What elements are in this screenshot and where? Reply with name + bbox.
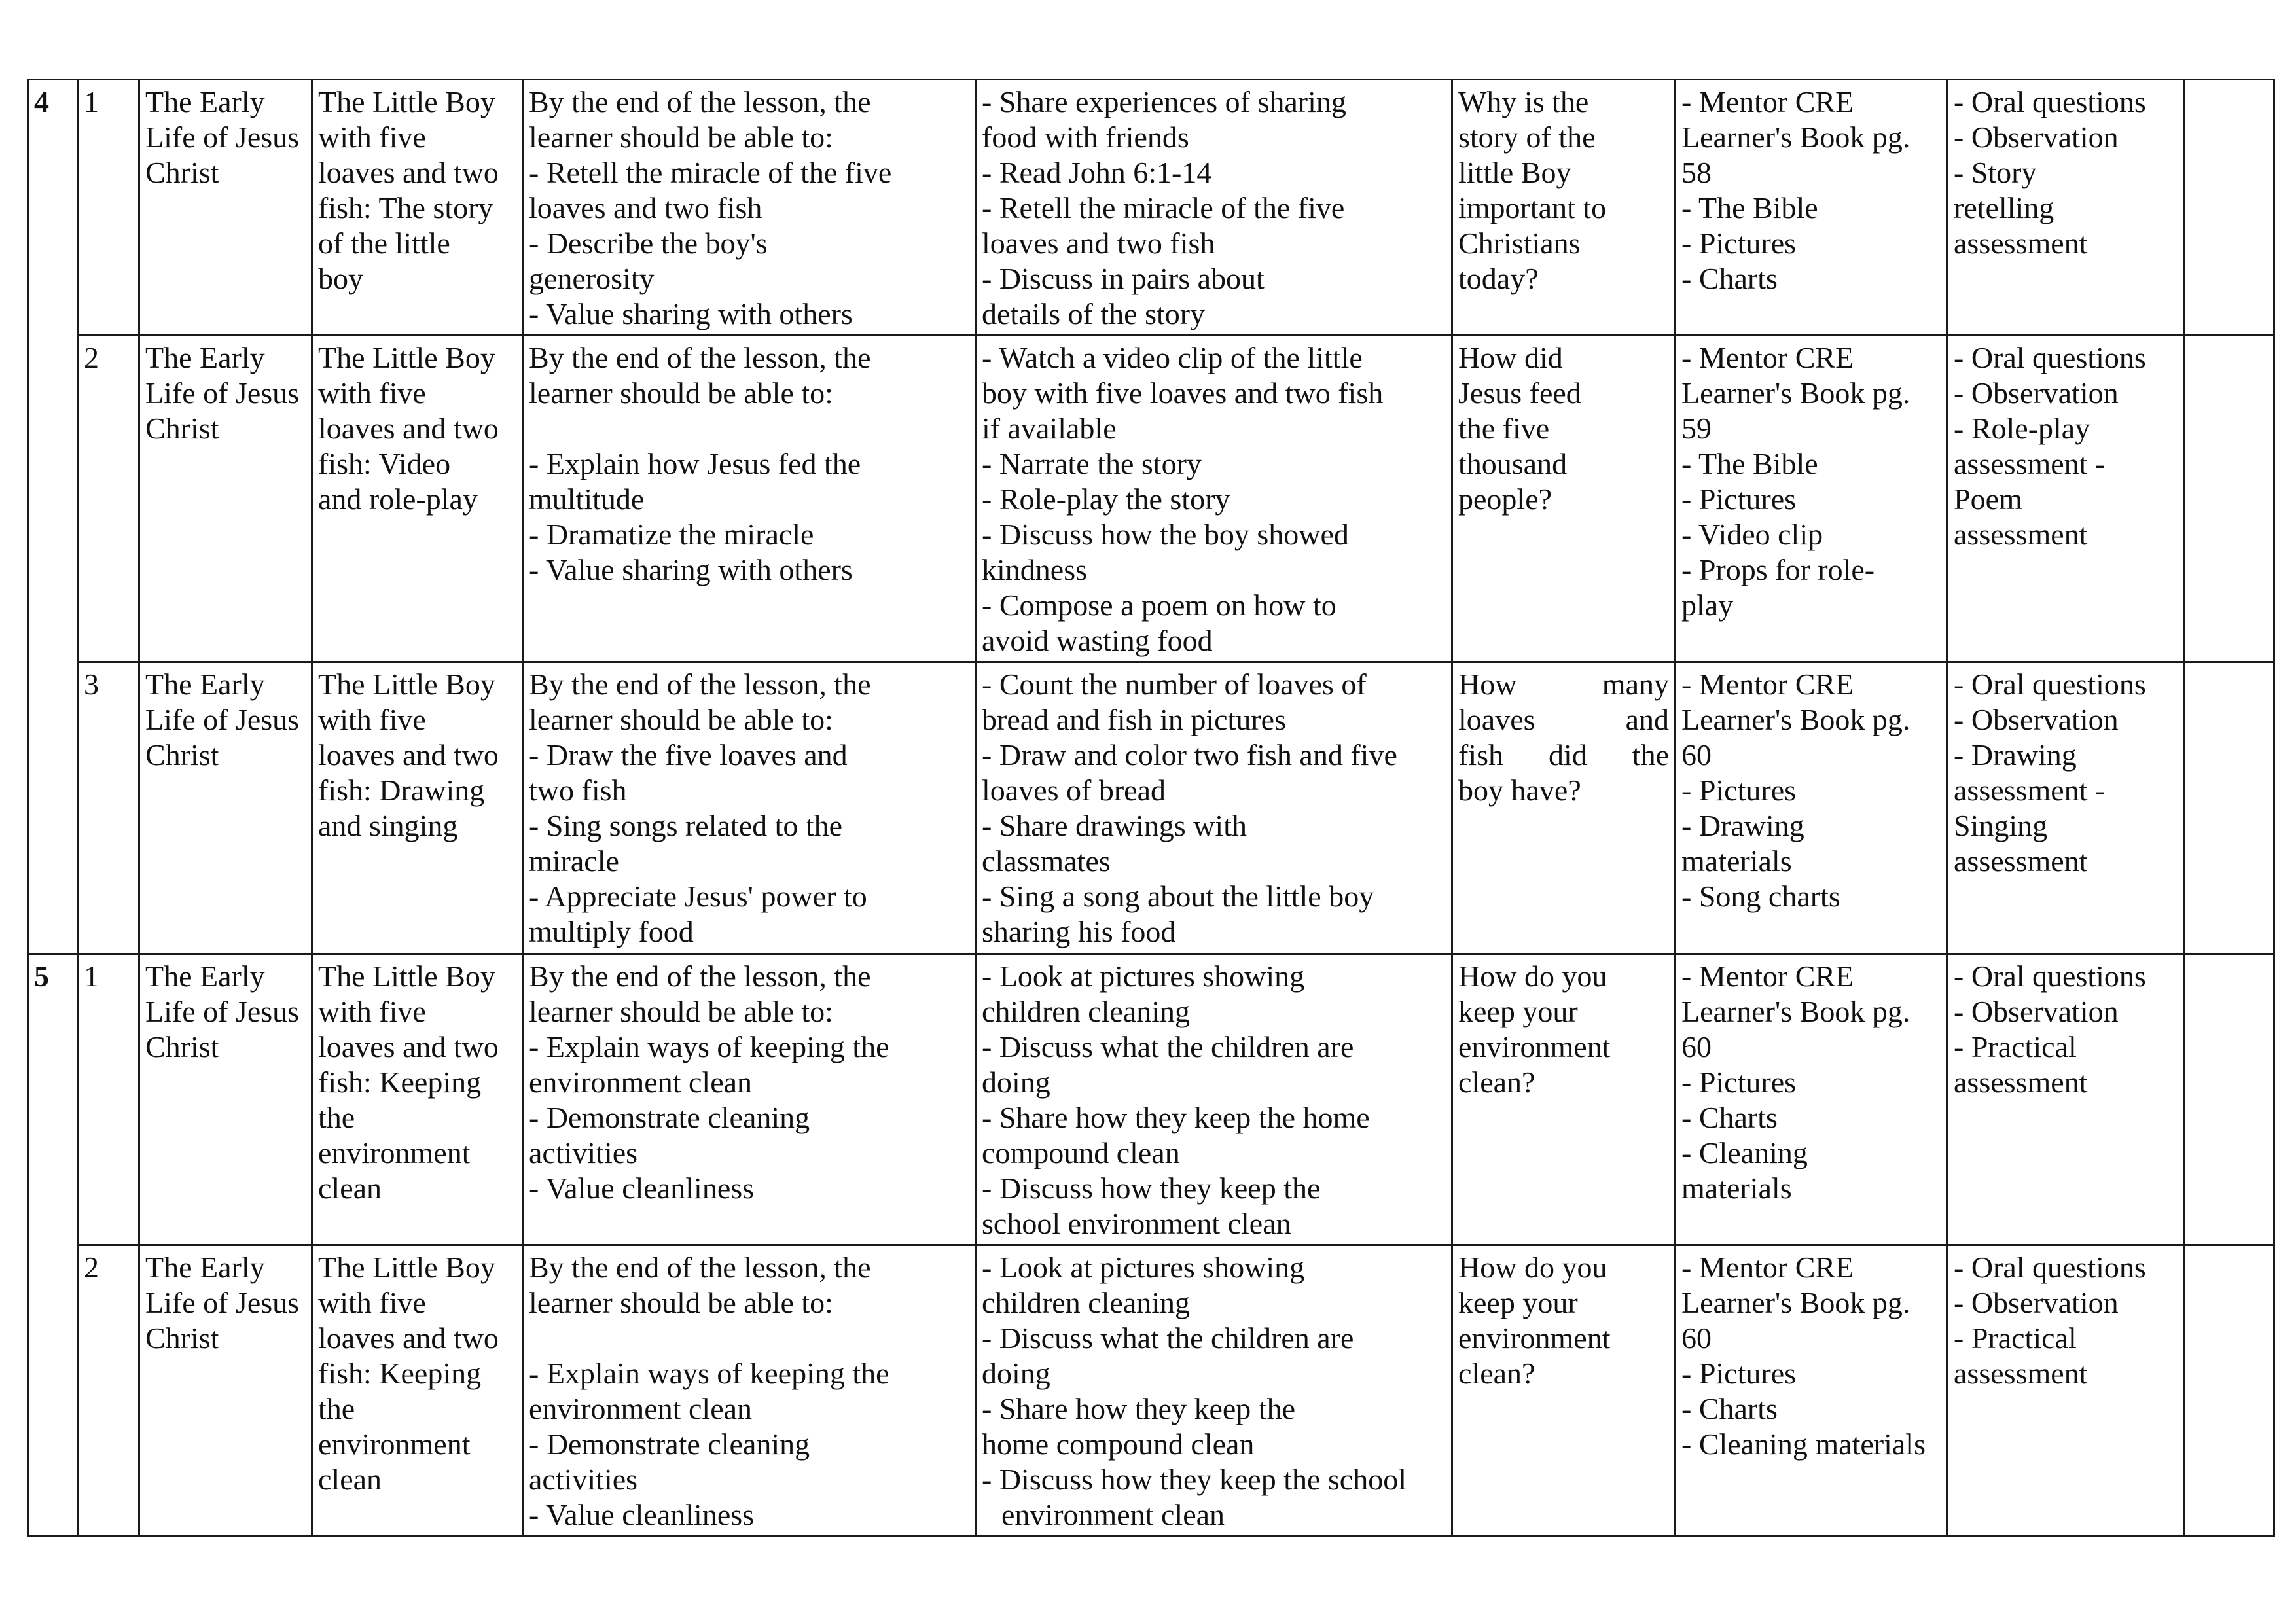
strand-cell: The Early Life of Jesus Christ [139,662,312,954]
remarks-cell [2185,954,2274,1245]
learning-experiences-cell: - Watch a video clip of the little boy with five loaves and two fish if available - Narrate the story - Role-play the story - Discuss how the boy showed kindness - Compose a poem on how to avoid wasting food [976,336,1452,662]
assessment-cell: - Oral questions - Observation - Drawing assessment - Singing assessment [1948,662,2185,954]
learning-outcomes-cell: By the end of the lesson, the learner should be able to: - Draw the five loaves and two fish - Sing songs related to the miracle - Appreciate Jesus' power to multiply food [523,662,976,954]
resources-cell: - Mentor CRE Learner's Book pg. 60 - Pictures - Drawing materials - Song charts [1676,662,1948,954]
resources-cell: - Mentor CRE Learner's Book pg. 58 - The Bible - Pictures - Charts [1676,80,1948,336]
scheme-of-work-table [27,79,2275,1537]
sub-strand-cell: The Little Boy with five loaves and two fish: Keeping the environment clean [312,954,523,1245]
lesson-cell: 1 [78,954,139,1245]
inquiry-question-cell: Why is the story of the little Boy important to Christians today? [1452,80,1676,336]
week-cell: 5 [28,954,78,1537]
remarks-cell [2185,336,2274,662]
assessment-cell: - Oral questions - Observation - Story retelling assessment [1948,80,2185,336]
strand-cell: The Early Life of Jesus Christ [139,336,312,662]
assessment-cell: - Oral questions - Observation - Practical assessment [1948,1245,2185,1537]
learning-outcomes-cell: By the end of the lesson, the learner should be able to: - Explain ways of keeping the environment clean - Demonstrate cleaning activities - Value cleanliness [523,954,976,1245]
strand-cell: The Early Life of Jesus Christ [139,954,312,1245]
table-row [28,662,2274,954]
lesson-cell: 1 [78,80,139,336]
learning-experiences-cell: - Count the number of loaves of bread and fish in pictures - Draw and color two fish and five loaves of bread - Share drawings with classmates - Sing a song about the little boy sharing his food [976,662,1452,954]
table-row [28,336,2274,662]
learning-outcomes-cell: By the end of the lesson, the learner should be able to: - Explain ways of keeping the environment clean - Demonstrate cleaning activities - Value cleanliness [523,1245,976,1537]
sub-strand-cell: The Little Boy with five loaves and two fish: Drawing and singing [312,662,523,954]
lesson-cell: 2 [78,1245,139,1537]
week-cell: 4 [28,80,78,954]
strand-cell: The Early Life of Jesus Christ [139,80,312,336]
table-row [28,1245,2274,1537]
assessment-cell: - Oral questions - Observation - Role-play assessment - Poem assessment [1948,336,2185,662]
assessment-cell: - Oral questions - Observation - Practical assessment [1948,954,2185,1245]
learning-outcomes-cell: By the end of the lesson, the learner should be able to: - Explain how Jesus fed the multitude - Dramatize the miracle - Value sharing with others [523,336,976,662]
inquiry-question-cell: How did Jesus feed the five thousand people? [1452,336,1676,662]
remarks-cell [2185,80,2274,336]
remarks-cell [2185,1245,2274,1537]
learning-experiences-cell: - Look at pictures showing children cleaning - Discuss what the children are doing - Share how they keep the home compound clean - Discuss how they keep the school environment clean [976,1245,1452,1537]
remarks-cell [2185,662,2274,954]
resources-cell: - Mentor CRE Learner's Book pg. 59 - The Bible - Pictures - Video clip - Props for role- play [1676,336,1948,662]
sub-strand-cell: The Little Boy with five loaves and two fish: Keeping the environment clean [312,1245,523,1537]
learning-experiences-cell: - Share experiences of sharing food with friends - Read John 6:1-14 - Retell the miracle of the five loaves and two fish - Discuss in pairs about details of the story [976,80,1452,336]
strand-cell: The Early Life of Jesus Christ [139,1245,312,1537]
resources-cell: - Mentor CRE Learner's Book pg. 60 - Pictures - Charts - Cleaning materials [1676,1245,1948,1537]
inquiry-question-cell: How do you keep your environment clean? [1452,1245,1676,1537]
lesson-cell: 2 [78,336,139,662]
learning-experiences-cell: - Look at pictures showing children cleaning - Discuss what the children are doing - Share how they keep the home compound clean - Discuss how they keep the school environment clean [976,954,1452,1245]
sub-strand-cell: The Little Boy with five loaves and two fish: The story of the little boy [312,80,523,336]
learning-outcomes-cell: By the end of the lesson, the learner should be able to: - Retell the miracle of the five loaves and two fish - Describe the boy's generosity - Value sharing with others [523,80,976,336]
table-row [28,954,2274,1245]
inquiry-question-cell: How do you keep your environment clean? [1452,954,1676,1245]
table-row [28,80,2274,336]
sub-strand-cell: The Little Boy with five loaves and two fish: Video and role-play [312,336,523,662]
resources-cell: - Mentor CRE Learner's Book pg. 60 - Pictures - Charts - Cleaning materials [1676,954,1948,1245]
lesson-cell: 3 [78,662,139,954]
inquiry-question-cell: How many loaves and fish did the boy have? [1452,662,1676,954]
